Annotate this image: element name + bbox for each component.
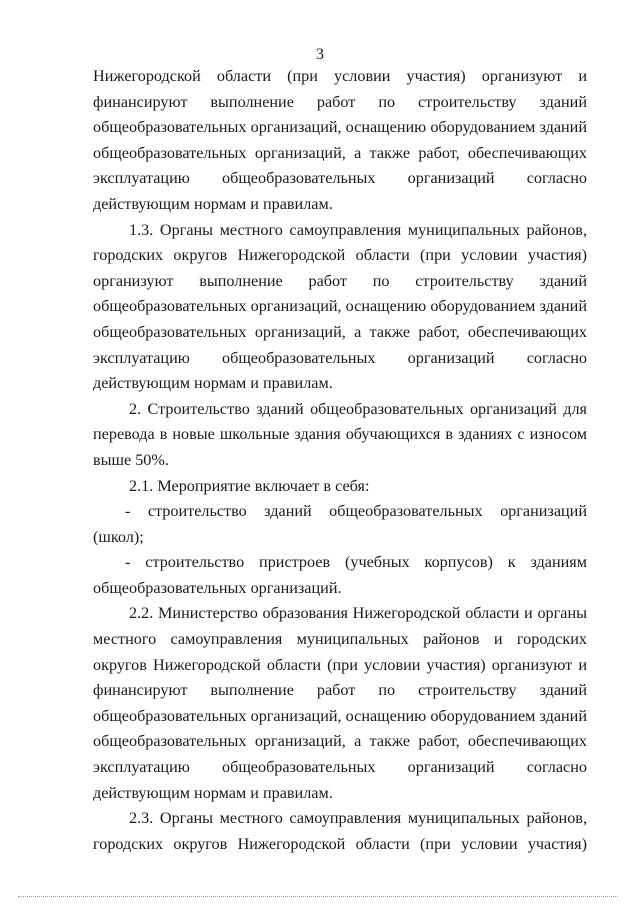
- page-number: 3: [316, 46, 324, 63]
- paragraph-1-3: 1.3. Органы местного самоуправления муниципальных районов, городских округов Нижегородской области (при условии участия) организуют выполнение работ по строительству зданий общеобразовательных организаций, оснащению оборудованием зданий общеобразовательных организаций, а также работ, обеспечивающих эксплуатацию общеобразовательных организаций согласно действующим нормам и правилам.: [93, 220, 587, 393]
- scan-edge-divider: [18, 896, 618, 897]
- paragraph-2-3: 2.3. Органы местного самоуправления муниципальных районов, городских округов Нижегородской области (при условии участия): [93, 809, 587, 853]
- paragraph-2-2: 2.2. Министерство образования Нижегородской области и органы местного самоуправления муниципальных районов и городских округов Нижегородской области (при условии участия) организуют и финансируют выполнение работ по строительству зданий общеобразовательных организаций, оснащению оборудованием зданий общеобразовательных организаций, а также работ, обеспечивающих эксплуатацию общеобразовательных организаций согласно действующим нормам и правилам.: [93, 604, 587, 802]
- paragraph-2-1: 2.1. Мероприятие включает в себя:: [129, 476, 370, 495]
- list-item-extensions: - строительство пристроев (учебных корпусов) к зданиям общеобразовательных организаций.: [93, 553, 587, 597]
- list-item-buildings: - строительство зданий общеобразовательных организаций (школ);: [93, 502, 587, 546]
- paragraph-2: 2. Строительство зданий общеобразовательных организаций для перевода в новые школьные здания обучающихся в зданиях с износом выше 50%.: [93, 399, 587, 469]
- document-body: [93, 64, 587, 857]
- paragraph-continuation: Нижегородской области (при условии участия) организуют и финансируют выполнение работ по строительству зданий общеобразовательных организаций, оснащению оборудованием зданий общеобразовательных организаций, а также работ, обеспечивающих эксплуатацию общеобразовательных организаций согласно действующим нормам и правилам.: [93, 67, 587, 213]
